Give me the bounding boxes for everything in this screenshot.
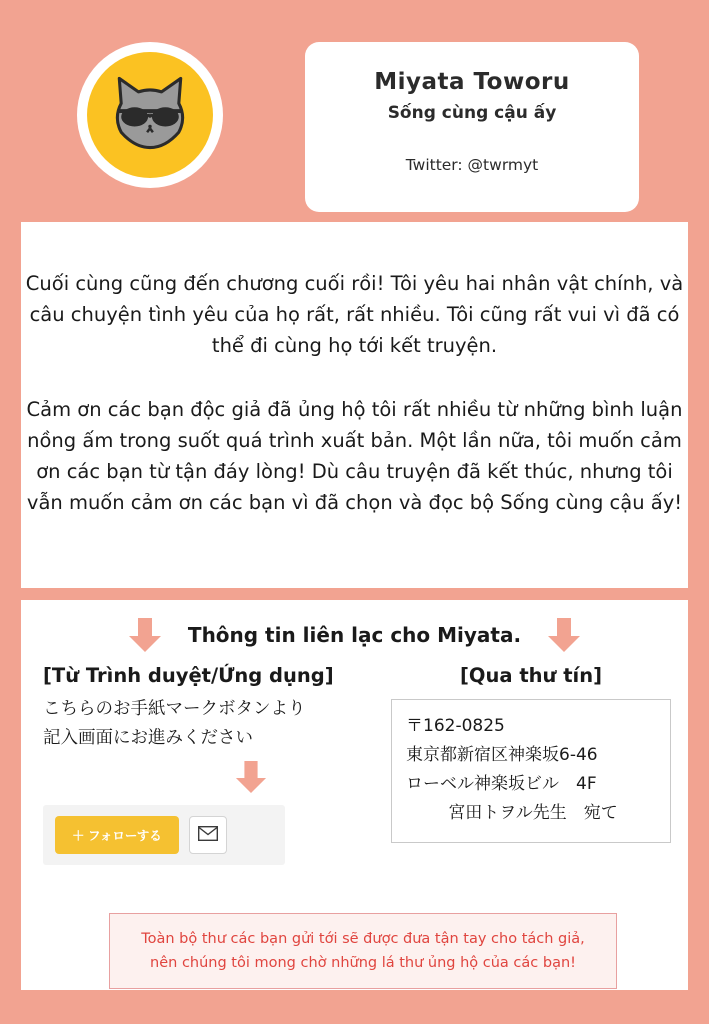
contact-title: Thông tin liên lạc cho Miyata. — [187, 623, 522, 647]
twitter-handle: Twitter: @twrmyt — [405, 156, 539, 174]
contact-panel — [21, 600, 688, 990]
avatar — [77, 42, 223, 188]
arrow-down-icon-right — [547, 616, 581, 654]
app-instructions — [43, 695, 383, 753]
notice-line-1: Toàn bộ thư các bạn gửi tới sẽ được đưa tận tay cho tách giả, — [141, 931, 585, 947]
name-card — [305, 42, 639, 212]
contact-app-column — [43, 664, 383, 865]
author-message-panel — [21, 222, 688, 588]
address-line-1: 〒162-0825 — [406, 716, 505, 736]
mail-method-heading: [Qua thư tín] — [460, 664, 602, 687]
postal-address-box — [391, 699, 671, 843]
follow-button-row — [43, 805, 285, 865]
envelope-icon — [198, 826, 218, 845]
profile-header — [0, 14, 709, 204]
notice-line-2: nên chúng tôi mong chờ những lá thư ủng hộ của các bạn! — [150, 955, 576, 971]
app-method-heading: [Từ Trình duyệt/Ứng dụng] — [43, 664, 334, 687]
top-background-strip — [0, 0, 709, 14]
contact-mail-column — [391, 664, 671, 843]
app-instruction-line-1: こちらのお手紙マークボタンより — [43, 699, 306, 719]
message-paragraph-2: Cảm ơn các bạn độc giả đã ủng hộ tôi rất nhiều từ những bình luận nồng ấm trong suốt quá trình xuất bản. Một lần nữa, tôi muốn cảm ơn các bạn từ tận đáy lòng! Dù câu truyện đã kết thúc, nhưng tôi vẫn muốn cảm ơn các bạn vì đã chọn và đọc bộ Sống cùng cậu ấy! — [26, 398, 683, 514]
arrow-down-icon — [128, 616, 162, 654]
arrow-down-icon-small — [235, 759, 383, 799]
contact-header — [21, 600, 688, 656]
address-line-3: ローベル神楽坂ビル 4F — [406, 774, 597, 794]
app-instruction-line-2: 記入画面にお進みください — [43, 728, 253, 748]
cat-sunglasses-icon — [102, 65, 198, 165]
envelope-icon-button[interactable] — [189, 816, 227, 854]
follow-button[interactable]: ＋ フォローする — [55, 816, 179, 854]
notice-box — [109, 913, 617, 989]
avatar-circle-background — [87, 52, 213, 178]
author-name: Miyata Toworu — [374, 69, 570, 95]
bottom-background-strip — [0, 1008, 709, 1024]
address-line-2: 東京都新宿区神楽坂6-46 — [406, 745, 598, 765]
series-title: Sống cùng cậu ấy — [387, 103, 557, 123]
address-line-4: 宮田トヲル先生 宛て — [448, 803, 618, 823]
message-paragraph-1: Cuối cùng cũng đến chương cuối rồi! Tôi yêu hai nhân vật chính, và câu chuyện tình yêu của họ rất, rất nhiều. Tôi cũng rất vui vì đã có thể đi cùng họ tới kết truyện. — [25, 272, 684, 357]
